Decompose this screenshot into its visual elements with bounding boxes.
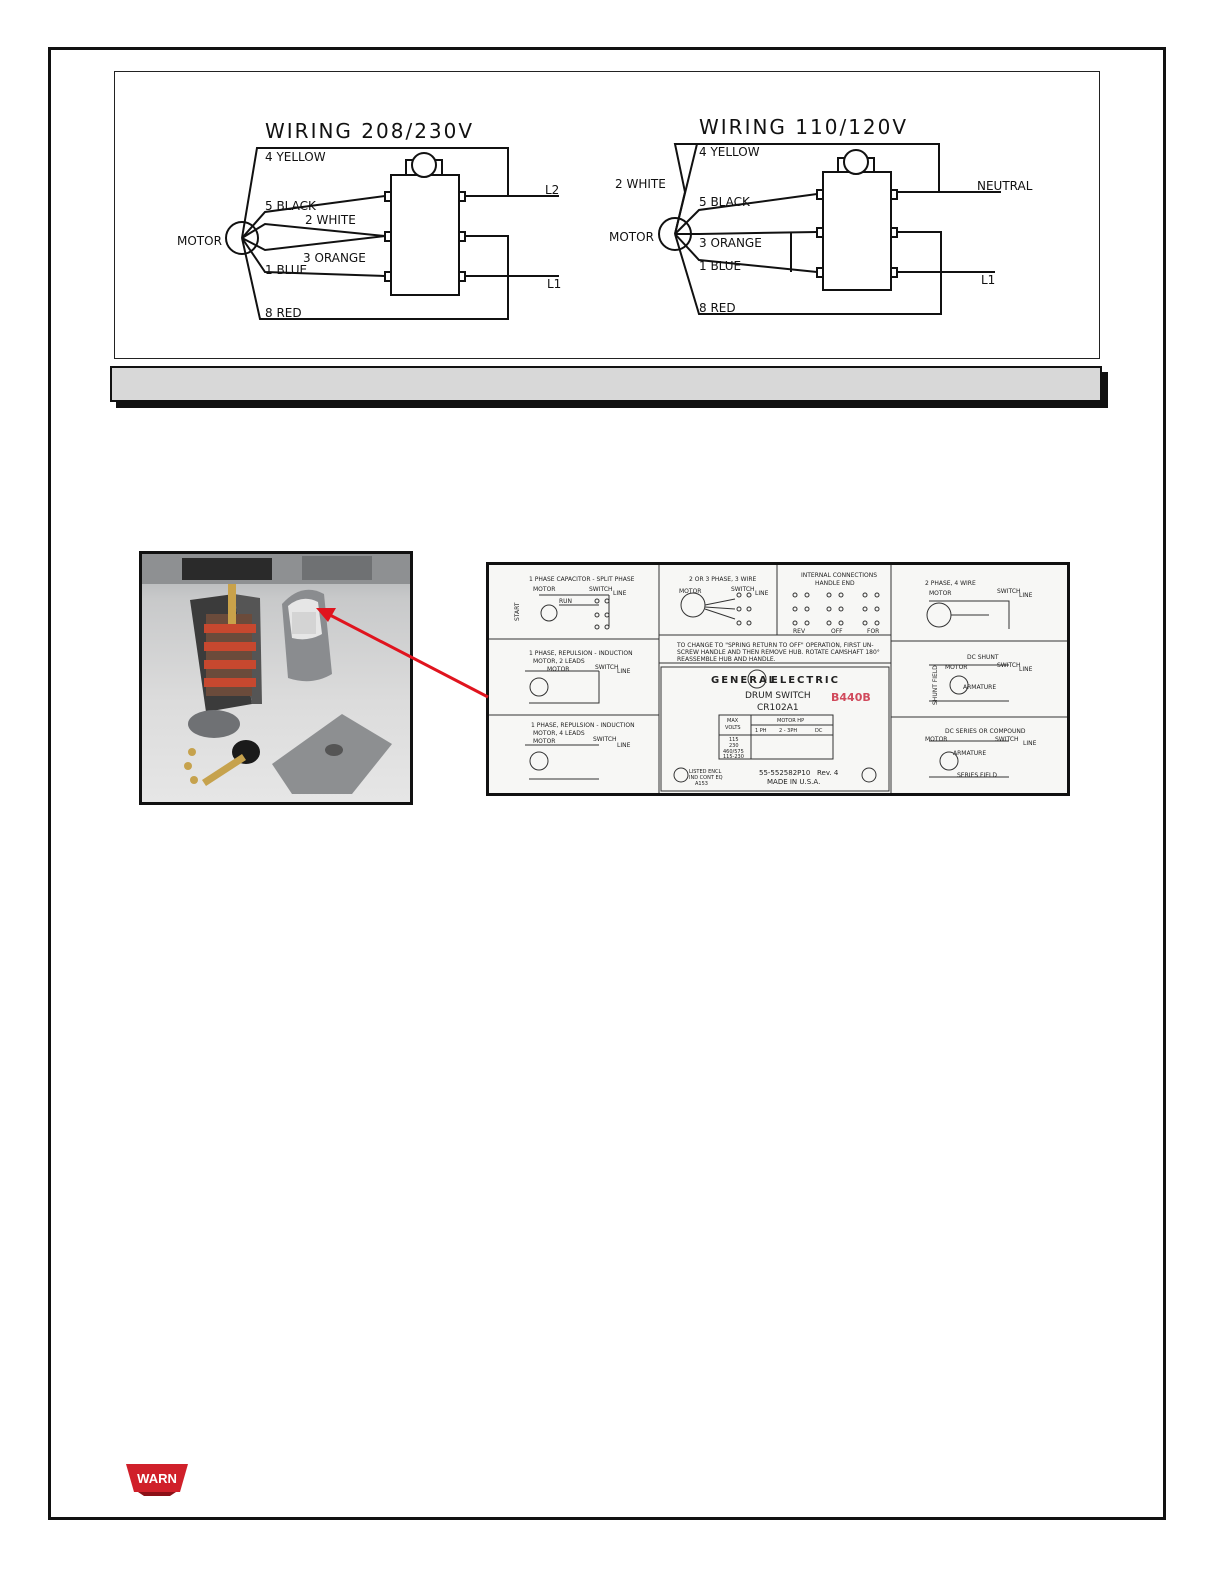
wiring-diagram-panel [114,71,1100,359]
label-line-7: LINE [1023,740,1037,747]
left-label-l2: L2 [545,183,560,197]
table-dc: DC [815,728,823,734]
warn-logo-text: WARN [137,1471,177,1486]
label-series-field: SERIES FIELD [957,772,998,779]
label-line-5: LINE [1019,666,1033,673]
right-label-black: 5 BLACK [699,195,750,209]
label-line-3: LINE [1019,592,1033,599]
label-panel-6-title: 1 PHASE, REPULSION - INDUCTION [531,722,635,729]
label-panel-4-sub: MOTOR, 2 LEADS [533,658,585,665]
label-panel-2-title: 2 OR 3 PHASE, 3 WIRE [689,576,757,583]
ge-listed-3: A153 [695,781,708,787]
label-spring-note-2: SCREW HANDLE AND THEN REMOVE HUB. ROTATE CAMSHAFT 180° [677,649,880,656]
label-panel-1-title: 1 PHASE CAPACITOR - SPLIT PHASE [529,576,635,583]
table-volts: VOLTS [725,725,741,731]
table-2-3ph: 2 - 3PH [779,728,798,734]
label-internal-title: INTERNAL CONNECTIONS [801,572,878,579]
label-motor-2: MOTOR [679,588,702,595]
right-label-l1: L1 [981,273,996,287]
label-for: FOR [867,628,880,635]
label-armature-1: ARMATURE [963,684,997,691]
ge-listed-1: LISTED ENCL [689,769,722,775]
table-volts-3: 460/575 [723,749,744,755]
left-wiring-title: WIRING 208/230V [265,119,475,143]
ge-drum-switch: DRUM SWITCH [745,691,811,701]
left-label-blue: 1 BLUE [265,263,308,277]
label-shunt-field: SHUNT FIELD [932,665,939,705]
left-switch-body [391,175,459,295]
drum-switch-photo [139,551,413,805]
table-volts-4: 115-230 [723,754,744,760]
right-label-yellow: 4 YELLOW [699,145,760,159]
label-panel-4-title: 1 PHASE, REPULSION - INDUCTION [529,650,633,657]
right-wiring-title: WIRING 110/120V [699,115,909,139]
label-motor-4: MOTOR [547,666,570,673]
left-label-orange: 3 ORANGE [303,251,366,265]
label-motor-7: MOTOR [925,736,948,743]
label-line-2: LINE [755,590,769,597]
label-panel-5-title: DC SHUNT [967,654,999,661]
label-panel-7-title: DC SERIES OR COMPOUND [945,728,1026,735]
left-label-yellow: 4 YELLOW [265,150,326,164]
ge-model: CR102A1 [757,703,799,713]
right-label-orange: 3 ORANGE [699,236,762,250]
left-label-red: 8 RED [265,306,302,320]
right-label-neutral: NEUTRAL [977,179,1033,193]
label-switch-6: SWITCH [593,736,617,743]
label-rev: REV [793,628,806,635]
label-motor-3: MOTOR [929,590,952,597]
label-switch-3: SWITCH [997,588,1021,595]
ge-rev: Rev. 4 [817,769,839,777]
label-switch-1: SWITCH [589,586,613,593]
ge-made-in: MADE IN U.S.A. [767,778,821,786]
ge-stamp: B440B [831,691,871,704]
right-label-motor: MOTOR [609,230,654,244]
table-1ph: 1 PH [755,728,767,734]
warn-logo [124,1462,190,1503]
label-switch-7: SWITCH [995,736,1019,743]
right-label-white: 2 WHITE [615,177,666,191]
ge-listed-2: IND CONT EQ [689,775,723,781]
wiring-diagrams [115,72,1099,358]
label-line-4: LINE [617,668,631,675]
right-label-red: 8 RED [699,301,736,315]
left-label-l1: L1 [547,277,562,291]
label-run: RUN [559,598,573,605]
label-switch-4: SWITCH [595,664,619,671]
ge-brand-left: GENERAL [711,675,778,686]
label-switch-5: SWITCH [997,662,1021,669]
label-motor-1: MOTOR [533,586,556,593]
label-panel-6-sub: MOTOR, 4 LEADS [533,730,585,737]
label-spring-note-1: TO CHANGE TO "SPRING RETURN TO OFF" OPERATION, FIRST UN- [677,642,874,649]
label-handle-end: HANDLE END [815,580,855,587]
label-line-1: LINE [613,590,627,597]
ge-part-number: 55-552582P10 [759,769,811,777]
left-label-white: 2 WHITE [305,213,356,227]
label-line-6: LINE [617,742,631,749]
label-motor-6: MOTOR [533,738,556,745]
label-armature-2: ARMATURE [953,750,987,757]
label-motor-5: MOTOR [945,664,968,671]
label-panel-3-title: 2 PHASE, 4 WIRE [925,580,976,587]
table-volts-2: 230 [729,743,739,749]
right-label-blue: 1 BLUE [699,259,742,273]
label-spring-note-3: REASSEMBLE HUB AND HANDLE. [677,656,776,663]
table-volts-1: 115 [729,737,739,743]
label-switch-2: SWITCH [731,586,755,593]
table-motor-hp: MOTOR HP [777,718,805,724]
section-title-bar [110,366,1102,402]
label-off: OFF [831,628,843,635]
left-label-black: 5 BLACK [265,199,316,213]
label-start: START [514,602,521,621]
right-switch-body [823,172,891,290]
left-label-motor: MOTOR [177,234,222,248]
ge-drum-switch-label [486,562,1070,796]
table-max: MAX [727,718,739,724]
ge-brand-right: ELECTRIC [771,675,840,686]
